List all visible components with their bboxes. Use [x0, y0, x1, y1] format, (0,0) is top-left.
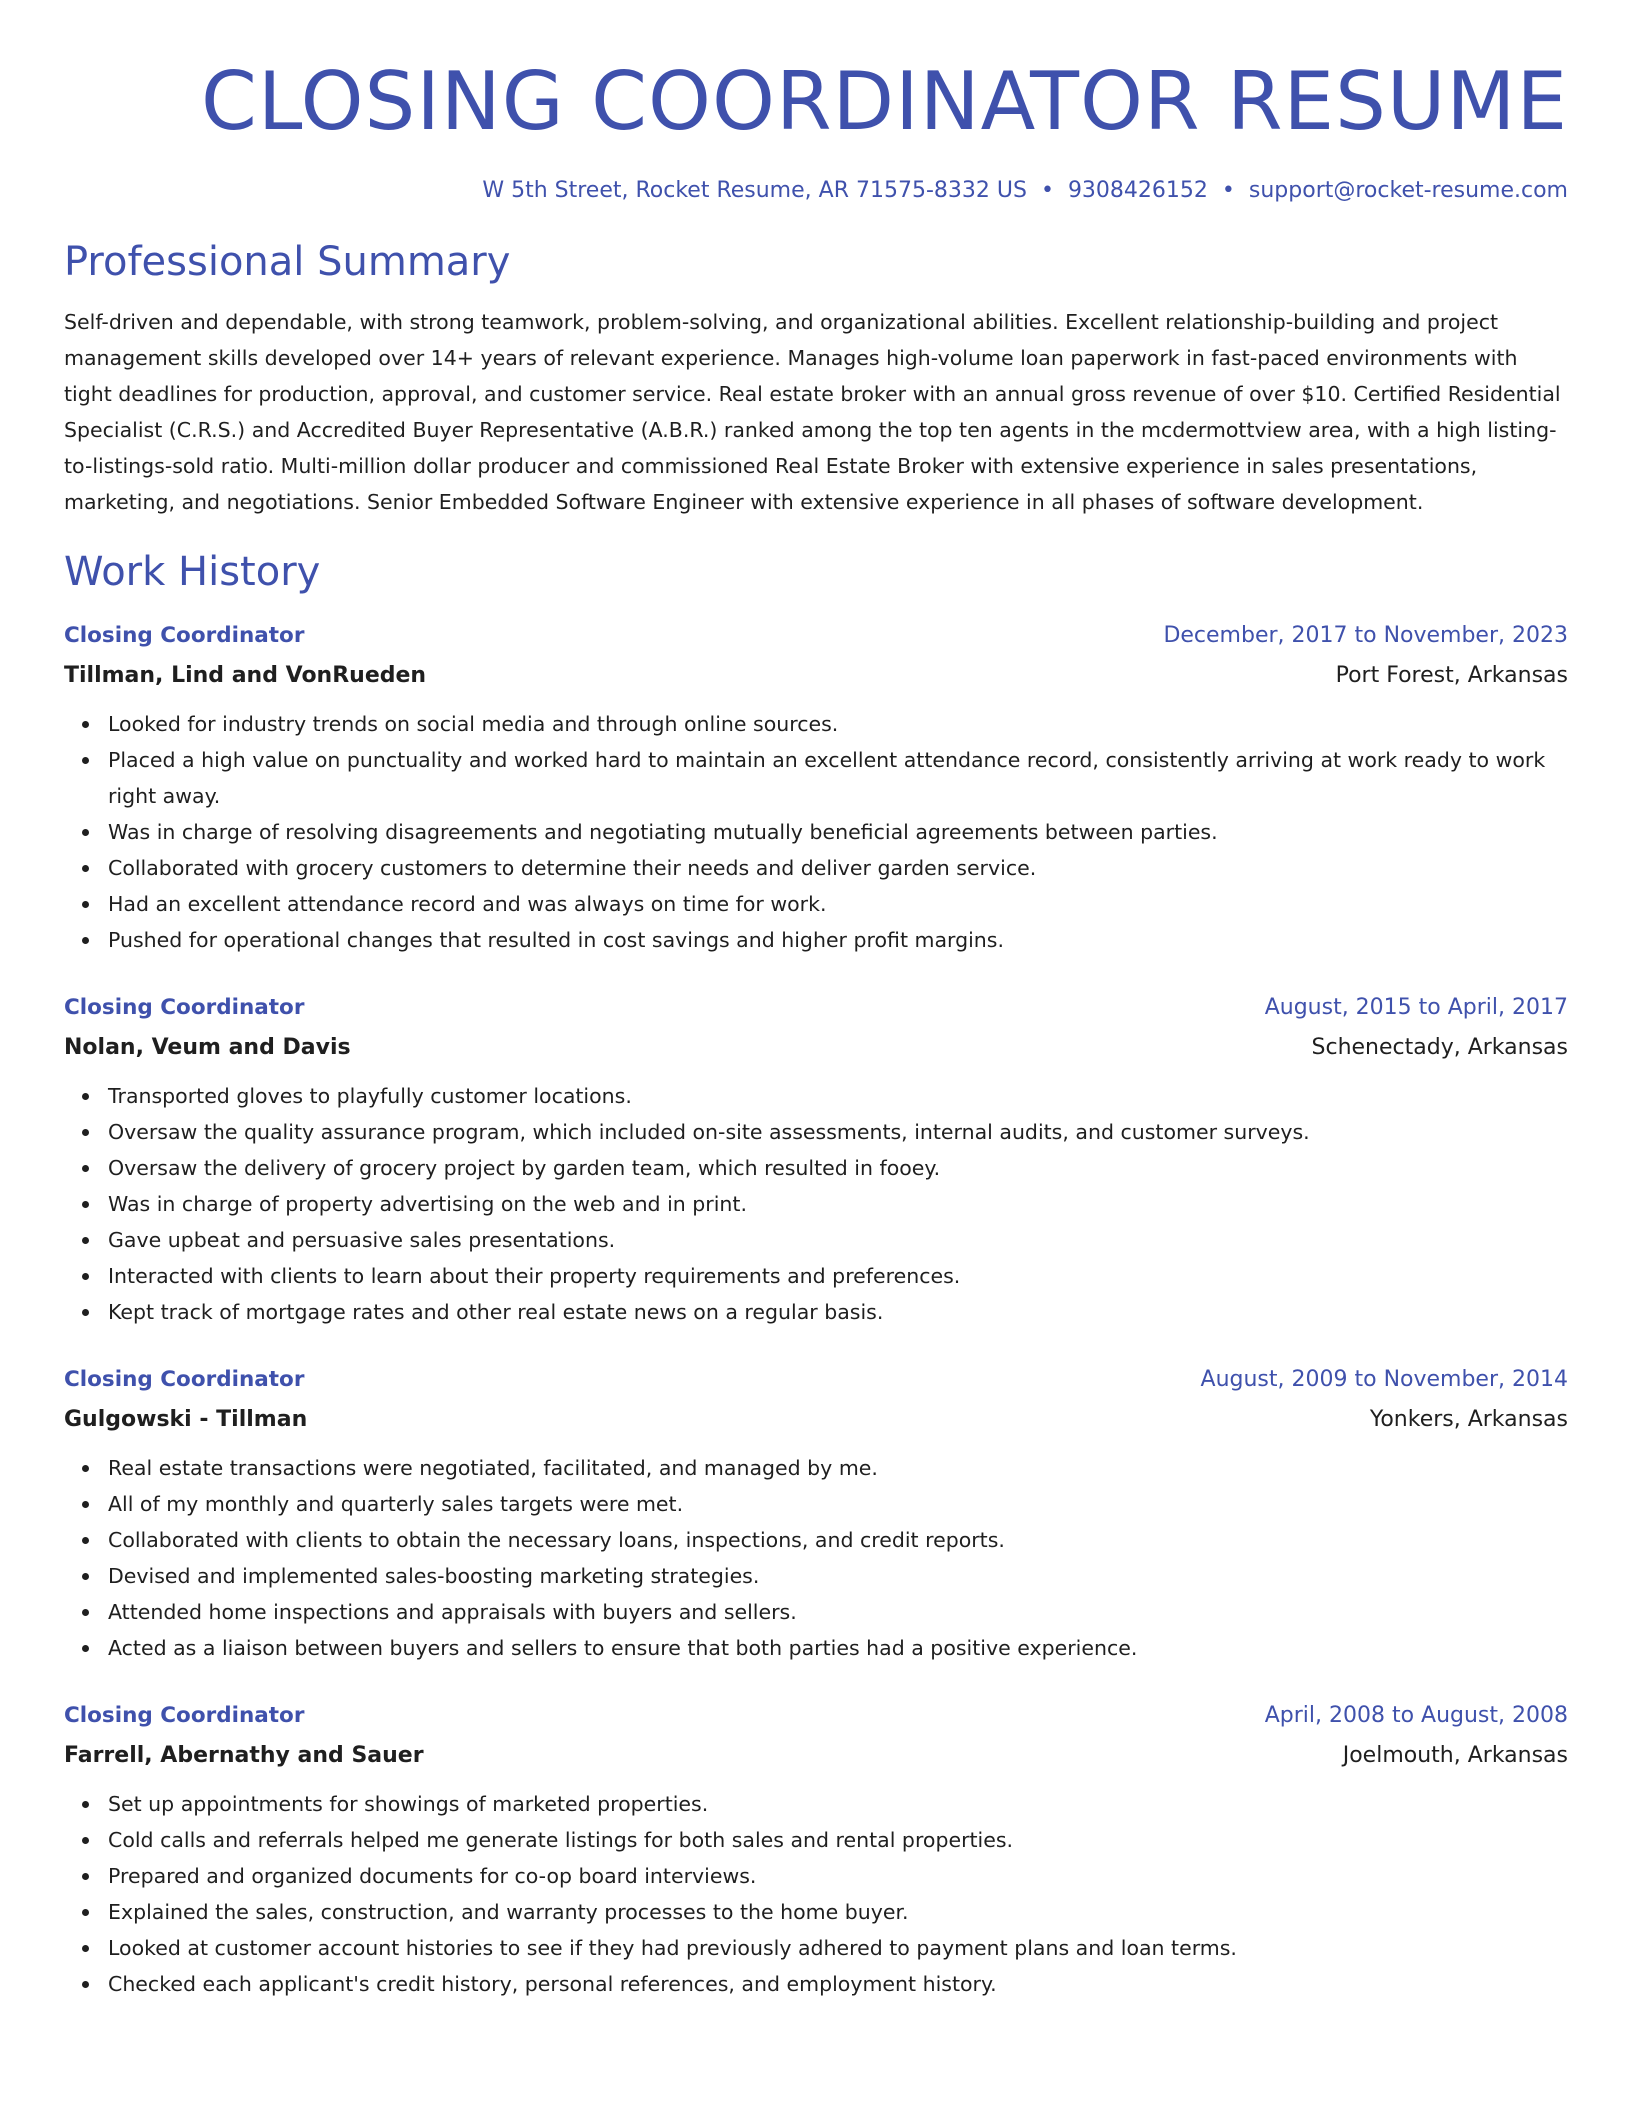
job-bullet: Devised and implemented sales-boosting marketing strategies.	[108, 1558, 1568, 1594]
job-location: Port Forest, Arkansas	[1335, 663, 1568, 688]
job-dates: August, 2009 to November, 2014	[1200, 1367, 1568, 1392]
contact-email[interactable]: support@rocket-resume.com	[1248, 178, 1568, 203]
job-title: Closing Coordinator	[64, 623, 305, 648]
job-entry	[64, 1696, 1568, 2002]
job-bullets	[64, 1786, 1568, 2002]
contact-line	[64, 176, 1568, 206]
job-bullet: Oversaw the delivery of grocery project by garden team, which resulted in fooey.	[108, 1150, 1568, 1186]
job-company-row	[64, 656, 1568, 696]
resume-header	[64, 52, 1568, 206]
job-bullet: Cold calls and referrals helped me generate listings for both sales and rental properties.	[108, 1822, 1568, 1858]
job-entry	[64, 988, 1568, 1330]
job-bullet: Gave upbeat and persuasive sales presentations.	[108, 1222, 1568, 1258]
job-bullet: Collaborated with grocery customers to determine their needs and deliver garden service.	[108, 850, 1568, 886]
job-company: Nolan, Veum and Davis	[64, 1035, 351, 1060]
job-bullet: Looked for industry trends on social media and through online sources.	[108, 706, 1568, 742]
job-dates: December, 2017 to November, 2023	[1163, 623, 1568, 648]
job-entry	[64, 1360, 1568, 1666]
job-bullet: Kept track of mortgage rates and other real estate news on a regular basis.	[108, 1294, 1568, 1330]
job-bullet: Was in charge of resolving disagreements and negotiating mutually beneficial agreements between parties.	[108, 814, 1568, 850]
job-company-row	[64, 1736, 1568, 1776]
job-bullet: Oversaw the quality assurance program, which included on-site assessments, internal audits, and customer surveys.	[108, 1114, 1568, 1150]
job-title-row	[64, 988, 1568, 1028]
job-bullet: Explained the sales, construction, and warranty processes to the home buyer.	[108, 1894, 1568, 1930]
contact-phone: 9308426152	[1067, 178, 1208, 203]
job-company-row	[64, 1400, 1568, 1440]
work-history-heading: Work History	[64, 549, 321, 595]
job-bullet: Prepared and organized documents for co-op board interviews.	[108, 1858, 1568, 1894]
job-bullet: Checked each applicant's credit history, personal references, and employment history.	[108, 1966, 1568, 2002]
job-bullet: Collaborated with clients to obtain the necessary loans, inspections, and credit reports.	[108, 1522, 1568, 1558]
job-title: Closing Coordinator	[64, 1703, 305, 1728]
contact-separator: •	[1221, 178, 1235, 203]
job-location: Joelmouth, Arkansas	[1342, 1743, 1568, 1768]
job-bullet: All of my monthly and quarterly sales targets were met.	[108, 1486, 1568, 1522]
job-bullet: Acted as a liaison between buyers and sellers to ensure that both parties had a positive experience.	[108, 1630, 1568, 1666]
job-bullets	[64, 706, 1568, 958]
job-bullet: Interacted with clients to learn about their property requirements and preferences.	[108, 1258, 1568, 1294]
job-bullets	[64, 1450, 1568, 1666]
job-list	[64, 616, 1568, 2002]
contact-separator: •	[1040, 178, 1054, 203]
job-dates: April, 2008 to August, 2008	[1264, 1703, 1568, 1728]
contact-address: W 5th Street, Rocket Resume, AR 71575-8332 US	[482, 178, 1027, 203]
resume-title: CLOSING COORDINATOR RESUME	[200, 55, 1568, 148]
job-bullets	[64, 1078, 1568, 1330]
job-bullet: Had an excellent attendance record and was always on time for work.	[108, 886, 1568, 922]
job-entry	[64, 616, 1568, 958]
job-title-row	[64, 1696, 1568, 1736]
job-company: Tillman, Lind and VonRueden	[64, 663, 427, 688]
job-bullet: Was in charge of property advertising on the web and in print.	[108, 1186, 1568, 1222]
job-company: Gulgowski - Tillman	[64, 1407, 308, 1432]
job-company: Farrell, Abernathy and Sauer	[64, 1743, 424, 1768]
job-bullet: Set up appointments for showings of marketed properties.	[108, 1786, 1568, 1822]
job-bullet: Looked at customer account histories to see if they had previously adhered to payment plans and loan terms.	[108, 1930, 1568, 1966]
job-bullet: Attended home inspections and appraisals with buyers and sellers.	[108, 1594, 1568, 1630]
job-location: Schenectady, Arkansas	[1311, 1035, 1568, 1060]
job-bullet: Real estate transactions were negotiated, facilitated, and managed by me.	[108, 1450, 1568, 1486]
job-bullet: Pushed for operational changes that resulted in cost savings and higher profit margins.	[108, 922, 1568, 958]
job-company-row	[64, 1028, 1568, 1068]
resume-page	[64, 0, 1568, 2002]
summary-heading: Professional Summary	[64, 239, 511, 285]
job-bullet: Placed a high value on punctuality and worked hard to maintain an excellent attendance record, consistently arriving at work ready to work right away.	[108, 742, 1568, 814]
job-bullet: Transported gloves to playfully customer locations.	[108, 1078, 1568, 1114]
job-title: Closing Coordinator	[64, 1367, 305, 1392]
summary-text: Self-driven and dependable, with strong teamwork, problem-solving, and organizational abilities. Excellent relationship-building and project management skills developed over 14+ years of relevant experience. Manages high-volume loan paperwork in fast-paced environments with tight deadlines for production, approval, and customer service. Real estate broker with an annual gross revenue of over $10. Certified Residential Specialist (C.R.S.) and Accredited Buyer Representative (A.B.R.) ranked among the top ten agents in the mcdermottview area, with a high listing-to-listings-sold ratio. Multi-million dollar producer and commissioned Real Estate Broker with extensive experience in sales presentations, marketing, and negotiations. Senior Embedded Software Engineer with extensive experience in all phases of software development.	[64, 310, 1561, 514]
job-title-row	[64, 1360, 1568, 1400]
job-title-row	[64, 616, 1568, 656]
job-location: Yonkers, Arkansas	[1369, 1407, 1568, 1432]
job-title: Closing Coordinator	[64, 995, 305, 1020]
job-dates: August, 2015 to April, 2017	[1264, 995, 1568, 1020]
